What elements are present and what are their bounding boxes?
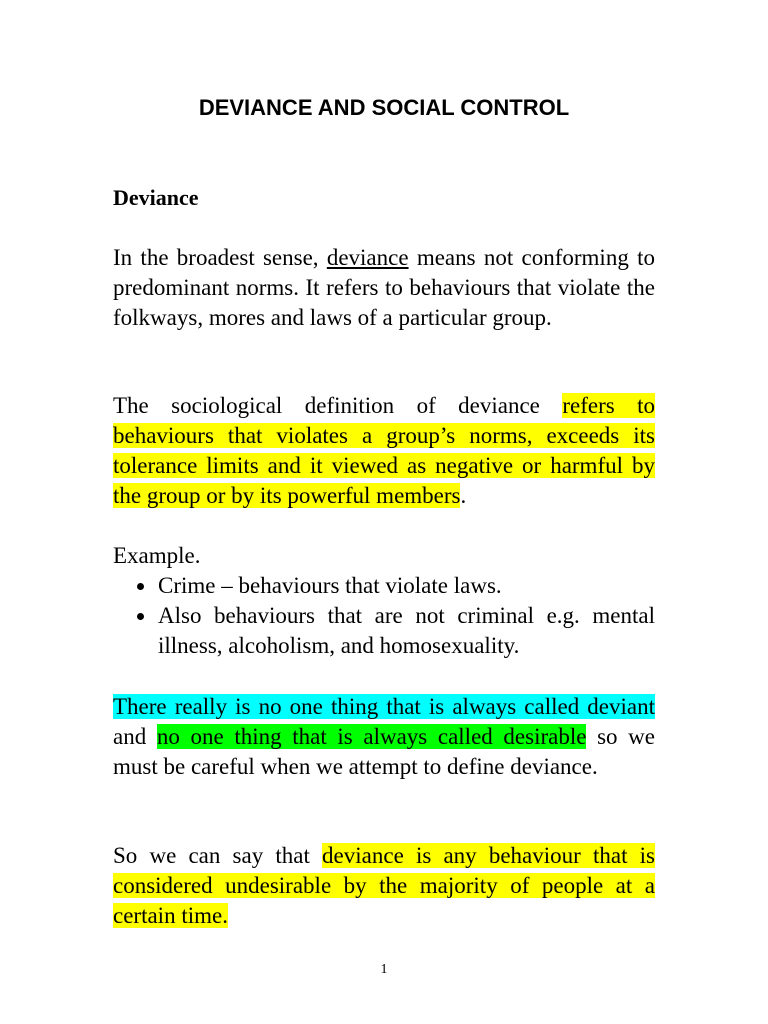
page-number: 1 bbox=[380, 962, 388, 977]
para3-conjunction: and bbox=[113, 724, 157, 749]
definition-paragraph bbox=[113, 243, 655, 333]
deviance-term: deviance bbox=[326, 245, 409, 270]
list-item bbox=[113, 601, 655, 661]
list-item-text: Crime – behaviours that violate laws. bbox=[158, 573, 502, 598]
conclusion-highlight: deviance is any behaviour that is considered undesirable by the majority of people at a certain time. bbox=[113, 843, 655, 928]
para1-text-start: In the broadest sense, bbox=[113, 245, 327, 270]
example-list bbox=[113, 571, 655, 661]
list-item-text: Also behaviours that are not criminal e.g. mental illness, alcoholism, and homosexuality. bbox=[158, 603, 655, 658]
para2-text-start: The sociological definition of deviance bbox=[113, 393, 563, 418]
para4-text-start: So we can say that bbox=[113, 843, 323, 868]
desirable-highlight: no one thing that is always called desirable bbox=[156, 724, 587, 749]
example-label: Example. bbox=[113, 543, 201, 568]
sociological-definition-highlight: refers to behaviours that violates a group’s norms, exceeds its tolerance limits and it viewed as negative or harmful by the group or by its powerful members bbox=[113, 393, 655, 508]
para2-text-end: . bbox=[460, 483, 467, 508]
caution-paragraph bbox=[113, 692, 655, 782]
para3-text-end: so we must be careful when we attempt to define deviance. bbox=[113, 724, 656, 779]
conclusion-paragraph bbox=[113, 841, 655, 931]
bullet-icon bbox=[137, 613, 144, 620]
bullet-icon bbox=[137, 583, 144, 590]
list-item bbox=[113, 571, 655, 601]
deviant-highlight: There really is no one thing that is always called deviant bbox=[113, 694, 655, 719]
sociological-definition-paragraph bbox=[113, 391, 655, 511]
document-title: DEVIANCE AND SOCIAL CONTROL bbox=[198, 95, 570, 120]
para1-text-end: means not conforming to predominant norms. It refers to behaviours that violate the folkways, mores and laws of a particular group. bbox=[113, 245, 655, 330]
section-heading: Deviance bbox=[113, 185, 199, 210]
